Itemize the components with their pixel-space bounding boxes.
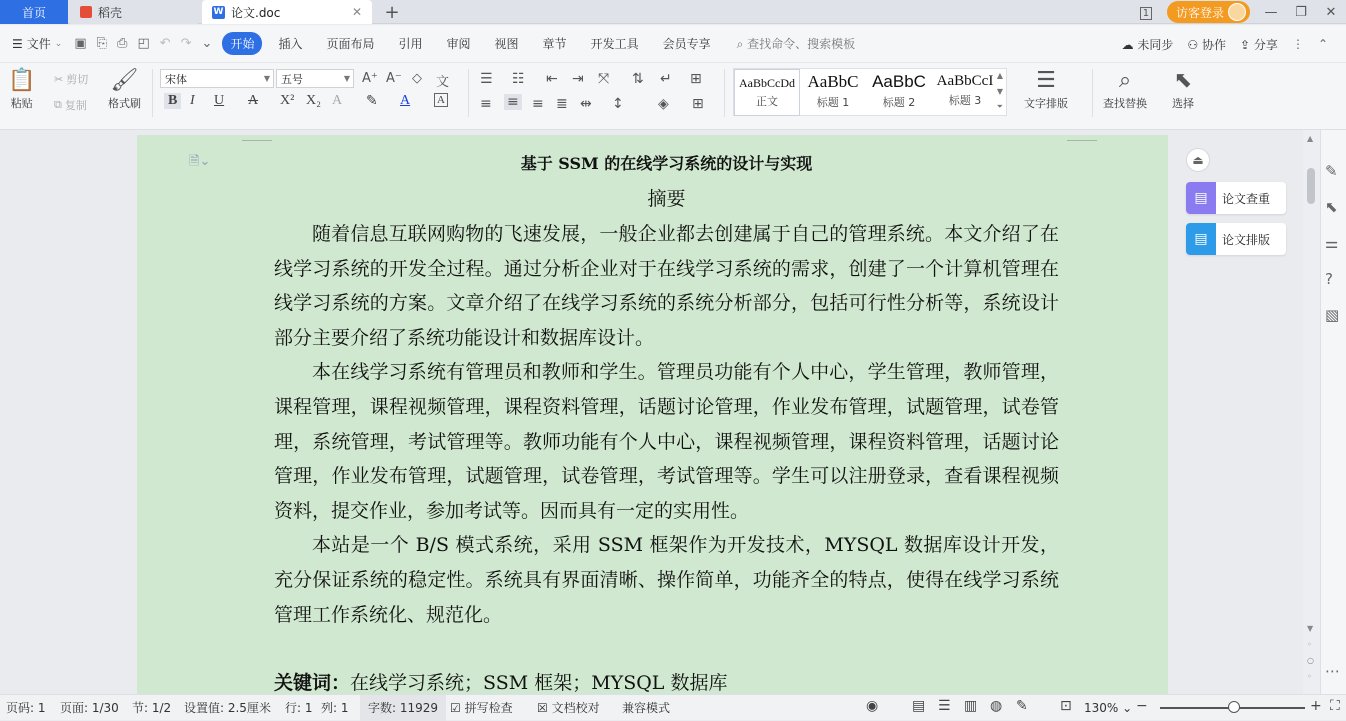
status-section[interactable]: 节: 1/2 (132, 701, 172, 715)
document-area (0, 130, 1320, 694)
collapse-icon[interactable]: ⏏ (1186, 148, 1210, 172)
clear-format-icon[interactable]: ◇ (412, 71, 422, 86)
cut-button[interactable] (54, 71, 88, 87)
text-layout-button[interactable] (1024, 67, 1068, 111)
minimize-icon[interactable]: — (1264, 4, 1278, 20)
quick-access (68, 36, 218, 51)
font-size-select[interactable] (276, 69, 354, 88)
page-view-icon[interactable]: ▤ (912, 698, 926, 714)
tab-chapter[interactable]: 章节 (542, 37, 567, 51)
outline-view-icon[interactable]: ☰ (938, 698, 951, 714)
menu-bar (0, 25, 1346, 63)
tab-start[interactable]: 开始 (222, 32, 262, 55)
vertical-scrollbar[interactable] (1303, 130, 1320, 694)
magnifier-icon: ⌕ (1118, 68, 1132, 93)
keywords-line (274, 666, 1059, 694)
side-tools (1186, 148, 1286, 255)
scrollbar-thumb[interactable] (1307, 168, 1315, 204)
docer-icon (80, 6, 92, 18)
cursor-icon: ⬉ (1173, 68, 1193, 93)
align-right-icon[interactable]: ≡ (532, 96, 544, 112)
title-bar (0, 0, 1346, 24)
show-marks-icon[interactable]: ↵ (660, 71, 672, 87)
cursor-icon[interactable]: ⬉ (1325, 198, 1338, 216)
keywords-value: 在线学习系统；SSM 框架；MYSQL 数据库 (350, 672, 728, 694)
increase-indent-icon[interactable]: ⇥ (572, 71, 584, 87)
zoom-in-icon[interactable]: + (1310, 698, 1322, 714)
font-color-button[interactable]: A (400, 93, 411, 108)
line-spacing-icon[interactable]: ↕ (612, 96, 624, 112)
status-word-count[interactable]: 字数: 11929 (360, 695, 446, 721)
page-count-badge: 1 (1140, 7, 1152, 20)
eye-protection-icon[interactable]: ◉ (866, 698, 879, 714)
brush-icon: 🖌 (110, 68, 139, 93)
tab-docer-label: 稻壳 (98, 5, 123, 20)
align-center-icon[interactable]: ≡ (504, 94, 522, 110)
style-heading-2[interactable] (866, 69, 932, 116)
collaborate-button[interactable] (1187, 36, 1226, 53)
search-icon: ⌕ (736, 37, 744, 51)
share-icon: ⇪ (1240, 37, 1251, 52)
status-page-code[interactable]: 页码: 1 (6, 701, 46, 715)
plagiarism-check-button[interactable] (1186, 182, 1286, 214)
keywords-label: 关键词： (274, 672, 351, 694)
tab-document[interactable] (202, 0, 372, 24)
margin-mark (242, 140, 272, 141)
scroll-down-icon[interactable]: ▼ (996, 87, 1003, 96)
paper-layout-label: 论文排版 (1222, 232, 1271, 247)
cloud-icon: ☁ (1121, 37, 1134, 52)
borders-icon[interactable]: ⊞ (692, 96, 704, 112)
status-row[interactable]: 行: 1 (285, 701, 313, 715)
sort-icon[interactable]: ⇅ (632, 71, 644, 87)
abstract-heading: 摘要 (647, 188, 686, 210)
share-button[interactable] (1240, 36, 1278, 53)
zoom-slider-knob[interactable] (1228, 701, 1240, 713)
format-painter-button[interactable] (108, 67, 141, 111)
add-tab-button[interactable]: + (384, 1, 400, 23)
page-count-icon[interactable] (1131, 5, 1161, 20)
checkbox-icon: ☑ (450, 701, 461, 715)
tab-review[interactable]: 审阅 (446, 37, 471, 51)
tab-docer[interactable] (70, 0, 198, 24)
status-setting[interactable]: 设置值: 2.5厘米 (184, 701, 271, 715)
chinese-layout-icon[interactable]: ⤧ (598, 71, 610, 87)
cut-label: 剪切 (66, 73, 89, 86)
adjust-icon[interactable]: ⚌ (1325, 234, 1339, 252)
user-icon: ⚇ (1187, 37, 1199, 52)
sync-status-label: 未同步 (1137, 37, 1174, 52)
more-icon[interactable]: ⌄ (201, 36, 213, 51)
text-layout-label: 文字排版 (1024, 97, 1068, 110)
strikethrough-button[interactable]: A (248, 93, 259, 108)
style-name: 标题 1 (816, 96, 850, 109)
format-painter-label: 格式刷 (108, 97, 141, 110)
tab-member[interactable]: 会员专享 (662, 37, 711, 51)
undo-icon[interactable]: ↶ (159, 36, 171, 51)
print-icon[interactable]: ⎙ (117, 36, 128, 51)
phonetic-icon[interactable]: 文 (436, 75, 450, 90)
select-label: 选择 (1172, 97, 1194, 110)
collaborate-label: 协作 (1202, 37, 1227, 52)
command-search-placeholder: 查找命令、搜索模板 (747, 37, 856, 51)
abstract-paragraph: 本在线学习系统有管理员和教师和学生。管理员功能有个人中心，学生管理，教师管理，课程管理，课程视频管理，课程资料管理，话题讨论管理，作业发布管理，试题管理，试卷管理，系统管理，考试管理等。教师功能有个人中心，课程视频管理，课程资料管理，话题讨论管理，作业发布管理，试题管理，试卷管理，考试管理等。学生可以注册登录，查看课程视频资料，提交作业，参加考试等。因而具有一定的实用性。 (274, 361, 1059, 522)
style-normal[interactable] (734, 69, 800, 116)
divider (152, 69, 153, 117)
paste-button[interactable] (8, 67, 35, 111)
highlight-icon[interactable]: ✎ (366, 94, 378, 109)
divider (468, 69, 469, 117)
spell-check-button[interactable] (450, 695, 513, 721)
tab-developer[interactable]: 开发工具 (590, 37, 639, 51)
style-name: 标题 2 (882, 96, 916, 109)
status-col[interactable]: 列: 1 (321, 701, 349, 715)
page-menu-icon[interactable]: 🗎⌄ (189, 154, 211, 169)
tab-view[interactable]: 视图 (494, 37, 519, 51)
style-sample: AaBbC (807, 72, 859, 91)
command-search[interactable] (723, 35, 856, 52)
image-icon[interactable]: ▧ (1325, 306, 1340, 324)
scissors-icon: ✂ (54, 72, 64, 86)
proofread-icon: ☒ (537, 701, 548, 715)
web-view-icon[interactable]: ◍ (990, 698, 1003, 714)
restore-icon[interactable]: ❐ (1295, 4, 1307, 20)
next-page-icon[interactable]: ◦ (1307, 672, 1312, 681)
style-sample: AaBbCcI (936, 73, 994, 89)
text-layout-icon: ☰ (1036, 68, 1056, 93)
close-tab-icon[interactable]: ✕ (351, 5, 362, 19)
find-replace-label: 查找替换 (1103, 97, 1147, 110)
pen-icon[interactable]: ✎ (1325, 162, 1338, 180)
scroll-up-icon[interactable]: ▲ (1307, 134, 1314, 143)
spell-check-label: 拼写检查 (464, 701, 513, 715)
scroll-down-icon[interactable]: ▼ (1307, 624, 1314, 633)
proofread-label: 文档校对 (551, 701, 600, 715)
select-button[interactable] (1172, 67, 1194, 111)
avatar (1228, 3, 1246, 21)
font-family-select[interactable] (160, 69, 274, 88)
document-layout-icon: ▤ (1186, 223, 1216, 255)
grow-font-icon[interactable]: A⁺ (362, 71, 378, 86)
select-browse-icon[interactable]: ○ (1307, 656, 1314, 665)
shading-icon[interactable]: ◈ (658, 96, 669, 112)
superscript-button[interactable]: X² (280, 93, 295, 108)
visitor-login-label: 访客登录 (1175, 5, 1224, 20)
chevron-down-icon: ⌄ (54, 38, 63, 49)
status-page[interactable]: 页面: 1/30 (60, 701, 119, 715)
shrink-font-icon[interactable]: A⁻ (386, 71, 402, 86)
align-left-icon[interactable]: ≡ (480, 96, 492, 112)
paste-label: 粘贴 (10, 97, 33, 110)
zoom-value: 130% (1084, 701, 1119, 715)
status-bar (0, 694, 1346, 720)
tab-references[interactable]: 引用 (398, 37, 423, 51)
proofread-button[interactable] (537, 695, 600, 721)
close-window-icon[interactable]: ✕ (1325, 4, 1337, 20)
word-doc-icon: W (213, 7, 224, 17)
plagiarism-check-label: 论文查重 (1222, 191, 1271, 206)
divider (724, 69, 725, 117)
text-effect-button[interactable]: A (332, 93, 343, 108)
document-title: 基于 SSM 的在线学习系统的设计与实现 (520, 154, 813, 173)
save-icon[interactable]: ▣ (74, 36, 87, 51)
margin-mark (1067, 140, 1097, 141)
scroll-up-icon[interactable]: ▲ (996, 71, 1003, 80)
expand-styles-icon[interactable]: ⏷ (996, 102, 1003, 111)
find-replace-button[interactable] (1103, 67, 1147, 111)
style-name: 标题 3 (948, 94, 982, 107)
right-toolbar (1320, 130, 1346, 694)
file-menu-label: 文件 (26, 37, 51, 51)
compat-mode: 兼容模式 (622, 701, 671, 715)
more-options-icon[interactable]: ⋮ (1291, 37, 1304, 51)
clipboard-icon: 📋 (8, 68, 36, 93)
sync-status[interactable] (1122, 36, 1174, 53)
decrease-indent-icon[interactable]: ⇤ (546, 71, 558, 87)
collapse-ribbon-icon[interactable]: ⌃ (1317, 37, 1328, 51)
abstract-paragraph: 本站是一个 B/S 模式系统，采用 SSM 框架作为开发技术，MYSQL 数据库设计开发，充分保证系统的稳定性。系统具有界面清晰、操作简单，功能齐全的特点，使得在线学习系统管理工作系统化、规范化。 (274, 534, 1059, 626)
more-icon[interactable]: ⋯ (1325, 662, 1340, 680)
numbered-list-icon[interactable]: ☷ (512, 71, 525, 87)
tab-home-label: 首页 (21, 5, 46, 20)
paper-layout-button[interactable] (1186, 223, 1286, 255)
styles-gallery (733, 68, 1007, 116)
tab-home[interactable] (0, 0, 68, 24)
font-size-value: 五号 (281, 72, 303, 86)
copy-label: 复制 (64, 99, 87, 112)
italic-button[interactable]: I (190, 93, 195, 108)
document-check-icon: ▤ (1186, 182, 1216, 214)
tab-stops-icon[interactable]: ⊞ (690, 71, 702, 87)
abstract-paragraph: 随着信息互联网购物的飞速发展，一般企业都去创建属于自己的管理系统。本文介绍了在线学习系统的开发全过程。通过分析企业对于在线学习系统的需求，创建了一个计算机管理在线学习系统的方案。文章介绍了在线学习系统的系统分析部分，包括可行性分析等，系统设计部分主要介绍了系统功能设计和数据库设计。 (274, 223, 1059, 349)
prev-page-icon[interactable]: ◦ (1307, 640, 1312, 649)
style-sample: AaBbCcDd (739, 76, 795, 90)
document-page[interactable] (137, 135, 1168, 694)
fullscreen-icon[interactable]: ⛶ (1330, 698, 1340, 714)
ribbon (0, 63, 1346, 130)
document-content (274, 147, 1059, 694)
hamburger-icon: ☰ (12, 36, 23, 51)
help-icon[interactable]: ? (1325, 270, 1333, 288)
justify-icon[interactable]: ≣ (556, 96, 568, 112)
style-name: 正文 (756, 95, 778, 108)
chevron-down-icon: ▼ (343, 74, 350, 83)
visitor-login-button[interactable] (1167, 1, 1250, 23)
divider (1092, 69, 1093, 117)
zoom-level[interactable]: 130% ⌄ (1084, 701, 1133, 715)
tab-insert[interactable]: 插入 (278, 37, 303, 51)
export-icon[interactable]: ⎘ (96, 36, 108, 51)
share-label: 分享 (1253, 37, 1278, 52)
write-view-icon[interactable]: ✎ (1016, 698, 1028, 714)
bold-button[interactable]: B (164, 93, 181, 109)
chevron-down-icon: ▼ (263, 74, 270, 83)
style-heading-1[interactable] (800, 69, 866, 116)
tab-page-layout[interactable]: 页面布局 (326, 37, 375, 51)
preview-icon[interactable]: ◰ (137, 36, 150, 51)
bullet-list-icon[interactable]: ☰ (480, 71, 493, 87)
tab-document-label: 论文.doc (231, 5, 281, 20)
char-border-button[interactable]: A (434, 93, 448, 107)
file-menu[interactable] (0, 35, 68, 52)
redo-icon[interactable]: ↷ (180, 36, 192, 51)
subscript-button[interactable]: X₂ (306, 93, 321, 108)
copy-button[interactable] (54, 97, 87, 113)
style-sample: AaBbC (872, 72, 926, 91)
fit-page-icon[interactable]: ⊡ (1060, 698, 1072, 714)
distributed-icon[interactable]: ⇹ (580, 96, 592, 112)
underline-button[interactable]: U (214, 93, 225, 108)
style-heading-3[interactable] (932, 69, 998, 116)
copy-icon: ⧉ (54, 98, 62, 111)
reading-view-icon[interactable]: ▥ (964, 698, 978, 714)
zoom-out-icon[interactable]: − (1136, 698, 1148, 714)
font-family-value: 宋体 (165, 72, 187, 86)
